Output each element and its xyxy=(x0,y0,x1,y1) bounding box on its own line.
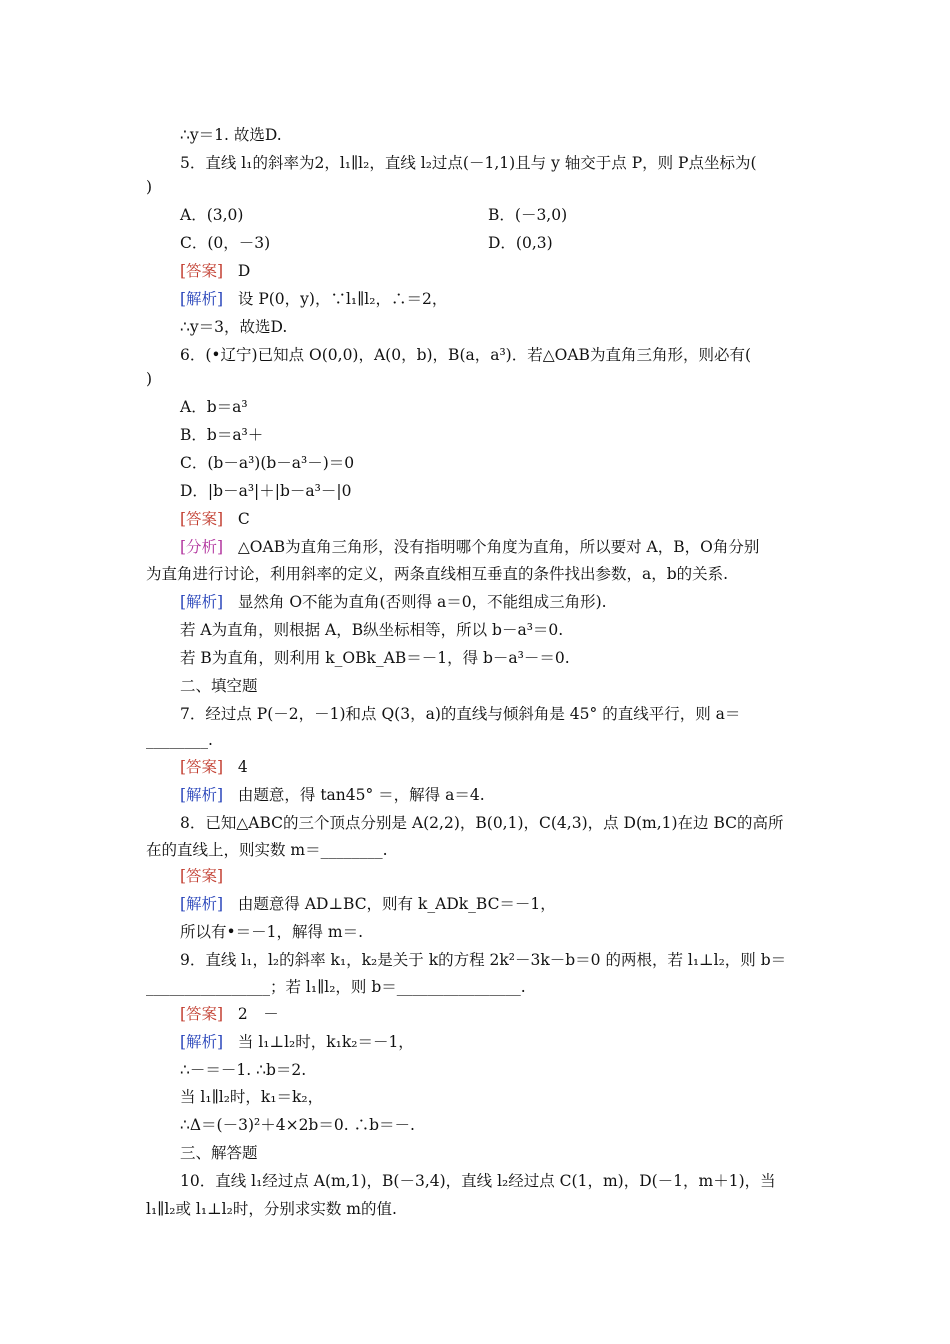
answer-tag: [答案] xyxy=(180,867,224,885)
text-line: 若 B为直角，则利用 k_OBk_AB＝－1，得 b－a³－＝0. xyxy=(180,649,570,667)
question-6: 6．(•辽宁)已知点 O(0,0)，A(0，b)，B(a，a³)．若△OAB为直角三角形，则必有( xyxy=(180,346,751,364)
text-line: ∴Δ＝(－3)²＋4×2b＝0. ∴b＝－. xyxy=(180,1116,415,1134)
answer-line xyxy=(180,261,250,281)
answer-tag: [答案] xyxy=(180,1005,224,1023)
answer-value: 4 xyxy=(237,758,248,776)
explanation-text: 设 P(0，y)，∵l₁∥l₂，∴＝2， xyxy=(237,290,448,308)
explanation-text: 由题意，得 tan45° ＝，解得 a＝4. xyxy=(237,786,485,804)
answer-tag: [答案] xyxy=(180,758,224,776)
option-a: A．(3,0) xyxy=(180,206,244,224)
explanation-line xyxy=(180,894,556,914)
analysis-line xyxy=(180,537,759,557)
option-b: B．b＝a³＋ xyxy=(180,426,264,444)
explanation-tag: [解析] xyxy=(180,290,224,308)
explanation-line xyxy=(180,1032,414,1052)
answer-value: D xyxy=(237,262,251,280)
explanation-text: 由题意得 AD⊥BC，则有 k_ADk_BC＝－1， xyxy=(237,895,556,913)
answer-line xyxy=(180,866,223,886)
question-7: 7．经过点 P(－2，－1)和点 Q(3，a)的直线与倾斜角是 45° 的直线平行，则 a＝ xyxy=(180,705,741,723)
text-line: ∴y＝1. 故选D. xyxy=(180,126,282,144)
explanation-line xyxy=(180,592,607,612)
text-line: ∴－＝－1. ∴b＝2. xyxy=(180,1061,307,1079)
explanation-line xyxy=(180,785,485,805)
answer-tag: [答案] xyxy=(180,262,224,280)
text-line: ________________；若 l₁∥l₂，则 b＝________________. xyxy=(146,978,526,996)
answer-value: C xyxy=(237,510,250,528)
answer-line xyxy=(180,757,248,777)
explanation-tag: [解析] xyxy=(180,1033,224,1051)
text-line: 若 A为直角，则根据 A，B纵坐标相等，所以 b－a³＝0. xyxy=(180,621,564,639)
option-d: D．(0,3) xyxy=(488,234,553,252)
option-d: D．|b－a³|＋|b－a³－|0 xyxy=(180,482,352,500)
section-heading: 三、解答题 xyxy=(180,1144,258,1162)
question-5: 5．直线 l₁的斜率为2，l₁∥l₂，直线 l₂过点(－1,1)且与 y 轴交于点 P，则 P点坐标为( xyxy=(180,154,757,172)
explanation-text: 显然角 O不能为直角(否则得 a＝0，不能组成三角形). xyxy=(237,593,607,611)
explanation-line xyxy=(180,289,447,309)
text-line: ) xyxy=(146,178,153,196)
section-heading: 二、填空题 xyxy=(180,677,258,695)
option-b: B．(－3,0) xyxy=(488,206,568,224)
answer-line xyxy=(180,1004,279,1024)
explanation-text: 当 l₁⊥l₂时，k₁k₂＝－1， xyxy=(237,1033,414,1051)
question-8: 8．已知△ABC的三个顶点分别是 A(2,2)，B(0,1)，C(4,3)，点 D(m,1)在边 BC的高所 xyxy=(180,814,784,832)
text-line: 当 l₁∥l₂时，k₁＝k₂， xyxy=(180,1088,324,1106)
text-line: 所以有•＝－1，解得 m＝. xyxy=(180,923,364,941)
explanation-tag: [解析] xyxy=(180,895,224,913)
option-a: A．b＝a³ xyxy=(180,398,248,416)
answer-tag: [答案] xyxy=(180,510,224,528)
option-c: C．(b－a³)(b－a³－)＝0 xyxy=(180,454,355,472)
text-line: ) xyxy=(146,370,153,388)
text-line: 为直角进行讨论，利用斜率的定义，两条直线相互垂直的条件找出参数，a，b的关系. xyxy=(146,565,729,583)
question-10: 10．直线 l₁经过点 A(m,1)，B(－3,4)，直线 l₂经过点 C(1，m)，D(－1，m＋1)，当 xyxy=(180,1172,776,1190)
explanation-tag: [解析] xyxy=(180,593,224,611)
answer-value: 2 － xyxy=(237,1005,279,1023)
explanation-tag: [解析] xyxy=(180,786,224,804)
text-line: 在的直线上，则实数 m＝________. xyxy=(146,841,388,859)
analysis-text: △OAB为直角三角形，没有指明哪个角度为直角，所以要对 A，B，O角分别 xyxy=(237,538,760,556)
option-c: C．(0，－3) xyxy=(180,234,271,252)
text-line: ________. xyxy=(146,731,213,749)
answer-line xyxy=(180,509,250,529)
question-9: 9．直线 l₁，l₂的斜率 k₁，k₂是关于 k的方程 2k²－3k－b＝0 的两根，若 l₁⊥l₂，则 b＝ xyxy=(180,951,787,969)
text-line: l₁∥l₂或 l₁⊥l₂时，分别求实数 m的值. xyxy=(146,1200,397,1218)
analysis-tag: [分析] xyxy=(180,538,224,556)
text-line: ∴y＝3，故选D. xyxy=(180,318,288,336)
